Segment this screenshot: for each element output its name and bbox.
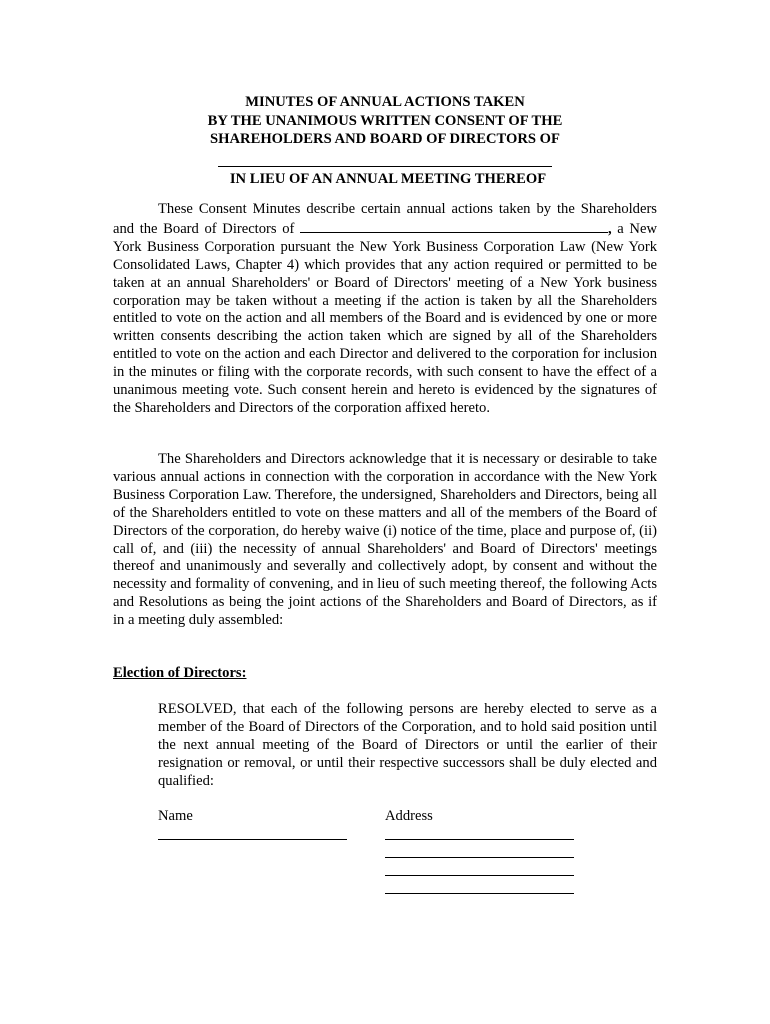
name-column-label: Name: [158, 808, 193, 824]
consent-text-end: a New York Business Corporation pursuant the New York Business Corporation Law (New York Consolidated Laws, Chapter 4) which provides that any action required or permitted to be taken at an annual Shareholders' or Board of Directors' meeting of a New York business corporation may be taken without a meeting if the action is taken by all the Shareholders entitled to vote on the action and all members of the Board and is evidenced by one or more written consents describing the action taken which are signed by all of the Shareholders entitled to vote on the action and each Director and delivered to the corporation for inclusion in the minutes or filing with the corporate records, with such consent to have the effect of a unanimous meeting vote. Such consent herein and hereto is evidenced by the signatures of the Shareholders and Directors of the corporation affixed hereto.: [113, 220, 657, 416]
address-column-label: Address: [385, 808, 433, 824]
title-line-2: BY THE UNANIMOUS WRITTEN CONSENT OF THE: [207, 112, 563, 129]
corporation-name-line: [300, 219, 608, 233]
title-line-3: SHAREHOLDERS AND BOARD OF DIRECTORS OF: [210, 131, 560, 147]
address-line-2: [385, 857, 574, 858]
address-line-3: [385, 875, 574, 876]
corporation-name-blank: [300, 221, 612, 237]
company-name-blank: [218, 150, 552, 167]
consent-paragraph: [113, 201, 657, 418]
consent-text-start: These Consent Minutes describe certain annual actions taken by the Shareholders and the Board of Directors of: [113, 201, 657, 237]
document-subtitle: IN LIEU OF AN ANNUAL MEETING THEREOF: [229, 170, 547, 187]
section-heading-election: Election of Directors:: [113, 665, 247, 681]
name-signature-line: [158, 839, 347, 840]
address-line-1: [385, 839, 574, 840]
title-line-1: MINUTES OF ANNUAL ACTIONS TAKEN: [245, 94, 525, 110]
acknowledgement-paragraph: The Shareholders and Directors acknowledge that it is necessary or desirable to take various annual actions in connection with the corporation in accordance with the New York Business Corporation Law. Therefore, the undersigned, Shareholders and Directors, being all of the Shareholders entitled to vote on these matters and all of the members of the Board of Directors of the corporation, do hereby waive (i) notice of the time, place and purpose of, (ii) call of, and (iii) the necessity of annual Shareholders' and Board of Directors' meetings thereof and unanimously and severally and collectively adopt, by consent and without the necessity and formality of convening, and in lieu of such meeting thereof, the following Acts and Resolutions as being the joint actions of the Shareholders and Board of Directors, as if in a meeting duly assembled:: [113, 451, 657, 629]
resolved-paragraph: RESOLVED, that each of the following persons are hereby elected to serve as a member of the Board of Directors of the Corporation, and to hold said position until the next annual meeting of the Board of Directors or until the earlier of their resignation or removal, or until their respective successors shall be duly elected and qualified:: [158, 701, 657, 789]
address-line-4: [385, 893, 574, 894]
blank-comma: ,: [608, 220, 612, 237]
document-title: [0, 94, 770, 188]
